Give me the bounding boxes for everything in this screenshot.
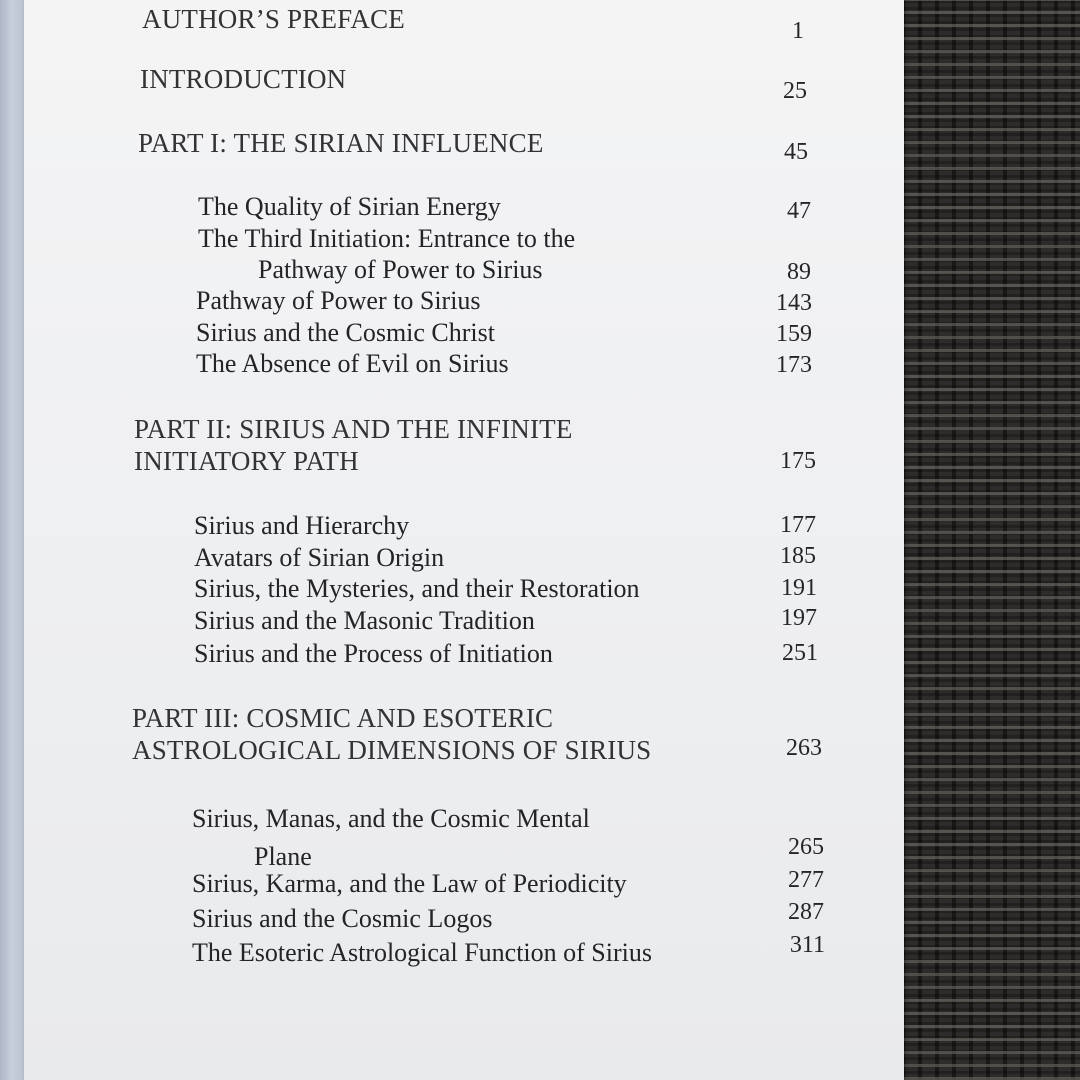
toc-page-number: 89 bbox=[787, 259, 811, 285]
toc-page-number: 25 bbox=[783, 78, 807, 104]
toc-page-number: 263 bbox=[786, 735, 822, 761]
toc-chapter: Sirius, Karma, and the Law of Periodicity bbox=[192, 869, 627, 898]
toc-page-number: 197 bbox=[781, 605, 817, 631]
toc-part-3-title-continuation: ASTROLOGICAL DIMENSIONS OF SIRIUS bbox=[132, 735, 652, 765]
toc-chapter: Avatars of Sirian Origin bbox=[194, 543, 445, 572]
toc-chapter: Sirius, the Mysteries, and their Restoration bbox=[194, 574, 640, 603]
toc-page-number: 1 bbox=[792, 18, 804, 44]
toc-part-3-title: PART III: COSMIC AND ESOTERIC bbox=[132, 703, 554, 733]
toc-page-number: 185 bbox=[780, 543, 816, 569]
toc-page-number: 177 bbox=[780, 512, 816, 538]
toc-page-number: 191 bbox=[781, 575, 817, 601]
toc-chapter-continuation: Plane bbox=[254, 842, 312, 871]
toc-part-1-title: PART I: THE SIRIAN INFLUENCE bbox=[138, 128, 544, 158]
page-stack-edge bbox=[0, 0, 26, 1080]
toc-page-number: 45 bbox=[784, 139, 808, 165]
toc-part-2-title: PART II: SIRIUS AND THE INFINITE bbox=[134, 414, 573, 444]
toc-page-number: 277 bbox=[788, 867, 824, 893]
toc-chapter: Sirius and Hierarchy bbox=[194, 511, 410, 540]
table-of-contents-page bbox=[24, 0, 904, 1080]
toc-chapter: Sirius, Manas, and the Cosmic Mental bbox=[192, 804, 590, 833]
toc-chapter: Sirius and the Cosmic Christ bbox=[196, 318, 495, 347]
toc-heading-introduction: INTRODUCTION bbox=[140, 64, 347, 94]
toc-chapter: The Quality of Sirian Energy bbox=[198, 192, 501, 221]
toc-page-number: 159 bbox=[776, 321, 812, 347]
toc-chapter-continuation: Pathway of Power to Sirius bbox=[258, 255, 543, 284]
toc-page-number: 143 bbox=[776, 290, 812, 316]
toc-chapter: The Absence of Evil on Sirius bbox=[196, 349, 509, 378]
toc-page-number: 47 bbox=[787, 198, 811, 224]
toc-page-number: 287 bbox=[788, 899, 824, 925]
toc-chapter: Pathway of Power to Sirius bbox=[196, 286, 481, 315]
toc-chapter: The Third Initiation: Entrance to the bbox=[198, 224, 576, 253]
toc-page-number: 265 bbox=[788, 834, 824, 860]
toc-chapter: Sirius and the Masonic Tradition bbox=[194, 606, 535, 635]
toc-chapter: Sirius and the Process of Initiation bbox=[194, 639, 553, 668]
toc-page-number: 173 bbox=[776, 352, 812, 378]
toc-heading-authors-preface: AUTHOR’S PREFACE bbox=[142, 4, 405, 34]
toc-chapter: Sirius and the Cosmic Logos bbox=[192, 904, 493, 933]
toc-page-number: 251 bbox=[782, 640, 818, 666]
toc-page-number: 311 bbox=[789, 932, 825, 958]
toc-part-2-title-continuation: INITIATORY PATH bbox=[134, 446, 359, 476]
toc-chapter: The Esoteric Astrological Function of Sirius bbox=[192, 938, 652, 967]
toc-page-number: 175 bbox=[780, 448, 816, 474]
